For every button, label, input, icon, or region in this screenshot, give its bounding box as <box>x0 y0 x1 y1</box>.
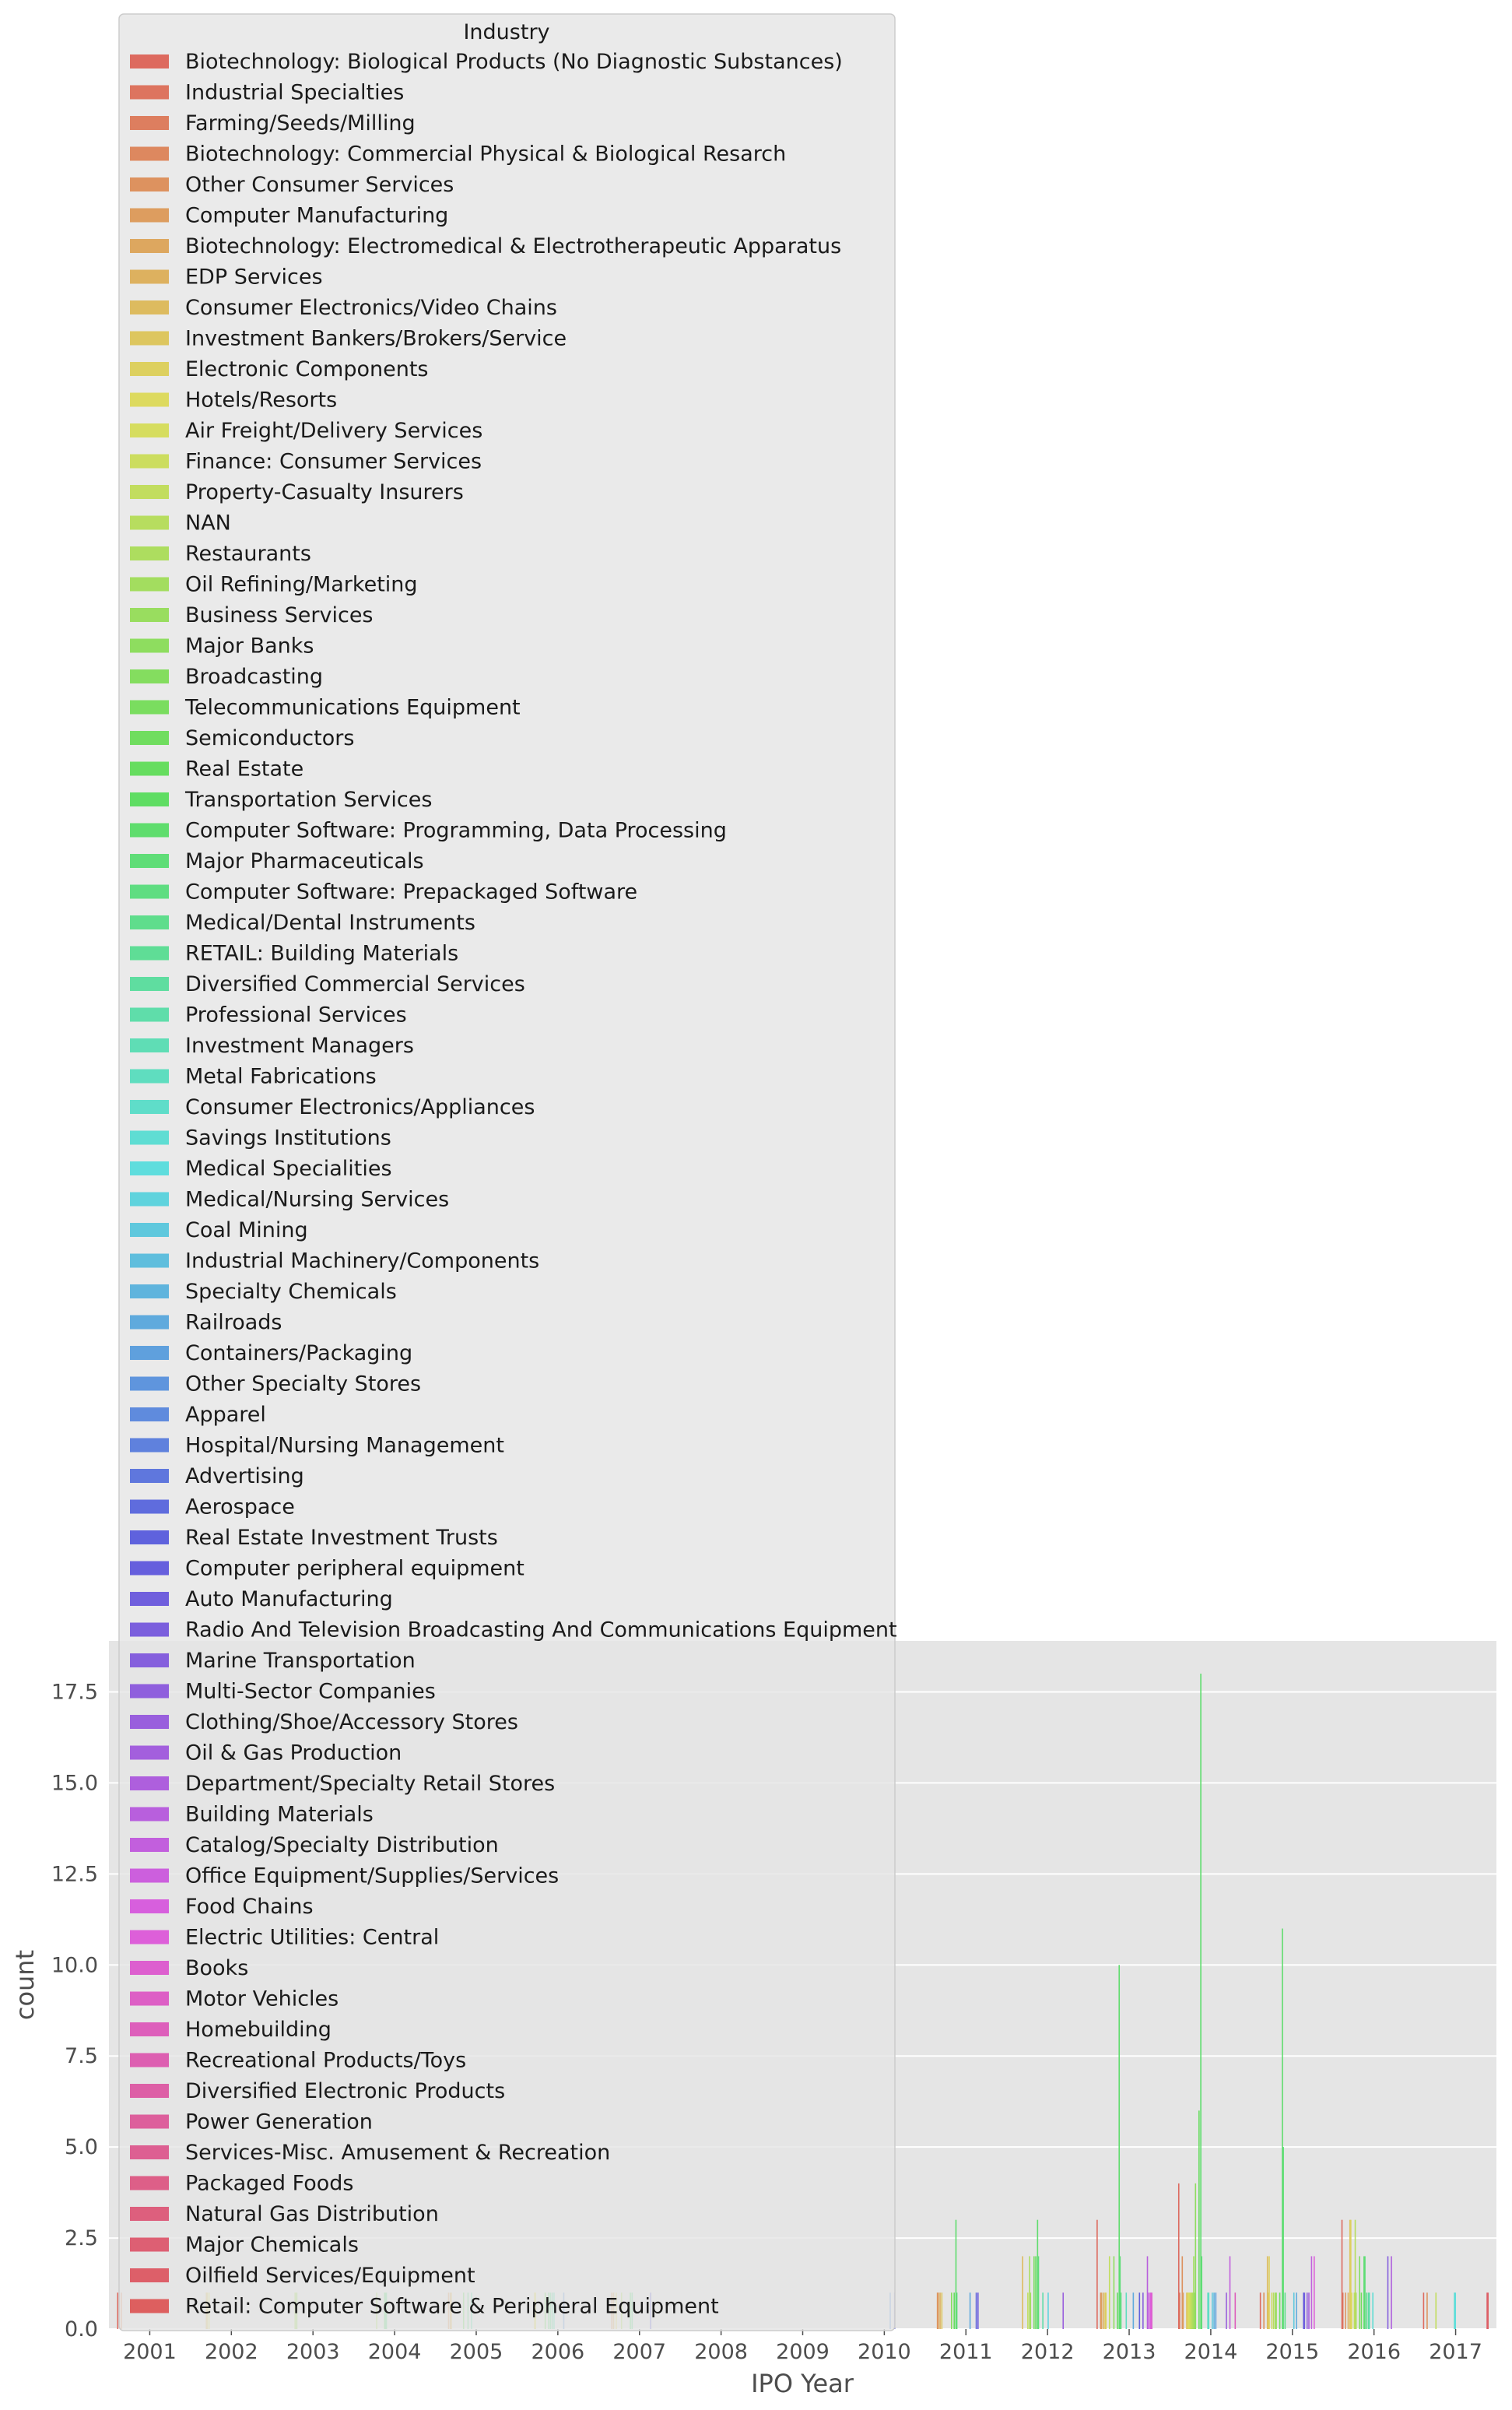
legend-label: Air Freight/Delivery Services <box>185 419 483 443</box>
legend-label: Other Consumer Services <box>185 173 454 197</box>
legend-label: Homebuilding <box>185 2018 332 2042</box>
legend-swatch <box>130 2299 169 2313</box>
bar <box>1260 2292 1261 2329</box>
legend-swatch <box>130 977 169 991</box>
legend-label: Industrial Specialties <box>185 80 405 105</box>
bar <box>976 2292 977 2329</box>
legend-swatch <box>130 1161 169 1175</box>
legend-label: Apparel <box>185 1403 266 1427</box>
legend-label: Department/Specialty Retail Stores <box>185 1772 556 1796</box>
legend-swatch <box>130 1100 169 1114</box>
legend-swatch <box>130 885 169 899</box>
bar <box>1047 2292 1049 2329</box>
legend-label: Hotels/Resorts <box>185 388 338 413</box>
bar <box>1423 2292 1425 2329</box>
legend-swatch <box>130 1439 169 1453</box>
legend-swatch <box>130 485 169 499</box>
y-tick-label: 12.5 <box>51 1862 98 1887</box>
x-tick-label: 2004 <box>367 2340 422 2364</box>
legend-swatch <box>130 1869 169 1883</box>
legend-swatch <box>130 1930 169 1945</box>
legend-label: Recreational Products/Toys <box>185 2048 467 2073</box>
legend <box>119 14 897 2331</box>
legend-label: Biotechnology: Electromedical & Electrotherapeutic Apparatus <box>185 234 842 258</box>
legend-swatch <box>130 2238 169 2252</box>
bar <box>1114 2256 1115 2329</box>
legend-swatch <box>130 177 169 191</box>
bar <box>1195 2183 1197 2329</box>
y-tick-label: 15.0 <box>51 1771 98 1796</box>
legend-label: Property-Casualty Insurers <box>185 480 464 504</box>
bar <box>1230 2256 1231 2329</box>
legend-label: Advertising <box>185 1464 304 1488</box>
x-tick-label: 2016 <box>1347 2340 1401 2364</box>
legend-label: Coal Mining <box>185 1218 308 1242</box>
x-tick-label: 2017 <box>1429 2340 1482 2364</box>
bar <box>977 2292 979 2329</box>
y-tick-label: 2.5 <box>65 2226 98 2251</box>
legend-label: Clothing/Shoe/Accessory Stores <box>185 1710 518 1734</box>
legend-label: Food Chains <box>185 1895 314 1919</box>
legend-label: Oilfield Services/Equipment <box>185 2264 475 2288</box>
y-axis-label: count <box>10 1949 40 2021</box>
legend-swatch <box>130 393 169 407</box>
legend-swatch <box>130 1899 169 1913</box>
bar <box>1142 2292 1144 2329</box>
legend-swatch <box>130 455 169 469</box>
bar <box>1348 2292 1349 2329</box>
x-tick-label: 2001 <box>123 2340 177 2364</box>
bar <box>1426 2292 1428 2329</box>
bar <box>1235 2292 1237 2329</box>
legend-label: Railroads <box>185 1310 282 1335</box>
legend-swatch <box>130 516 169 530</box>
legend-label: Real Estate Investment Trusts <box>185 1526 498 1550</box>
legend-swatch <box>130 1193 169 1207</box>
y-tick-label: 5.0 <box>65 2135 98 2160</box>
x-tick-label: 2003 <box>286 2340 340 2364</box>
bar <box>1101 2292 1103 2329</box>
legend-swatch <box>130 2176 169 2190</box>
bar <box>1356 2292 1357 2329</box>
bar <box>1366 2292 1367 2329</box>
legend-label: Electric Utilities: Central <box>185 1925 440 1950</box>
legend-label: Medical/Nursing Services <box>185 1187 450 1212</box>
bar <box>956 2292 958 2329</box>
bar <box>1209 2292 1210 2329</box>
legend-label: Computer peripheral equipment <box>185 1556 524 1581</box>
legend-swatch <box>130 270 169 284</box>
legend-swatch <box>130 1469 169 1483</box>
bar <box>1391 2256 1392 2329</box>
legend-label: NAN <box>185 511 231 536</box>
bar <box>1275 2292 1277 2329</box>
bar <box>1279 2292 1281 2329</box>
legend-swatch <box>130 1623 169 1637</box>
legend-label: Broadcasting <box>185 665 324 689</box>
bar <box>951 2292 952 2329</box>
bar <box>1027 2292 1029 2329</box>
legend-label: Computer Manufacturing <box>185 203 449 228</box>
legend-swatch <box>130 2022 169 2036</box>
legend-swatch <box>130 239 169 253</box>
legend-swatch <box>130 731 169 745</box>
legend-label: Consumer Electronics/Appliances <box>185 1095 535 1119</box>
x-tick-label: 2013 <box>1102 2340 1156 2364</box>
x-axis-label: IPO Year <box>751 2369 854 2398</box>
bar <box>1117 2292 1118 2329</box>
bar <box>1359 2256 1360 2329</box>
legend-swatch <box>130 1530 169 1544</box>
legend-label: EDP Services <box>185 265 323 290</box>
bar <box>1304 2292 1306 2329</box>
bar <box>1139 2292 1141 2329</box>
y-tick-label: 7.5 <box>65 2044 98 2069</box>
legend-swatch <box>130 1808 169 1822</box>
legend-swatch <box>130 2053 169 2067</box>
y-tick-label: 0.0 <box>65 2317 98 2341</box>
legend-swatch <box>130 1254 169 1268</box>
legend-swatch <box>130 1377 169 1391</box>
legend-label: Building Materials <box>185 1802 374 1827</box>
bar <box>1038 2256 1040 2329</box>
legend-label: Natural Gas Distribution <box>185 2202 439 2226</box>
legend-swatch <box>130 86 169 100</box>
x-tick-label: 2006 <box>531 2340 585 2364</box>
x-tick-label: 2012 <box>1020 2340 1075 2364</box>
legend-swatch <box>130 1346 169 1360</box>
legend-label: Specialty Chemicals <box>185 1280 397 1304</box>
bar <box>1033 2256 1035 2329</box>
legend-label: Major Banks <box>185 634 314 659</box>
bar <box>1307 2292 1308 2329</box>
x-tick-label: 2005 <box>449 2340 503 2364</box>
bar <box>1285 2292 1286 2329</box>
legend-swatch <box>130 1653 169 1667</box>
legend-label: Auto Manufacturing <box>185 1587 393 1611</box>
legend-label: Consumer Electronics/Video Chains <box>185 296 557 320</box>
bar <box>1454 2292 1456 2329</box>
legend-swatch <box>130 1316 169 1330</box>
legend-swatch <box>130 1223 169 1237</box>
legend-swatch <box>130 423 169 437</box>
bar <box>1268 2256 1270 2329</box>
legend-label: Major Chemicals <box>185 2233 359 2257</box>
legend-swatch <box>130 1038 169 1052</box>
legend-label: Finance: Consumer Services <box>185 449 482 474</box>
legend-swatch <box>130 2145 169 2159</box>
legend-swatch <box>130 362 169 376</box>
legend-swatch <box>130 1500 169 1514</box>
legend-label: Savings Institutions <box>185 1126 391 1151</box>
legend-label: Catalog/Specialty Distribution <box>185 1833 499 1857</box>
bar <box>1486 2292 1488 2329</box>
bar <box>953 2292 955 2329</box>
bar <box>1369 2292 1370 2329</box>
legend-swatch <box>130 1776 169 1790</box>
bar <box>938 2292 939 2329</box>
legend-swatch <box>130 1838 169 1852</box>
legend-label: Other Specialty Stores <box>185 1372 422 1396</box>
legend-swatch <box>130 915 169 929</box>
legend-label: Professional Services <box>185 1003 407 1028</box>
bar <box>1387 2256 1389 2329</box>
bar <box>1311 2256 1313 2329</box>
legend-label: Aerospace <box>185 1495 295 1519</box>
legend-label: Investment Bankers/Brokers/Service <box>185 326 567 351</box>
legend-swatch <box>130 947 169 961</box>
bar <box>1314 2256 1315 2329</box>
legend-swatch <box>130 578 169 592</box>
legend-label: Hospital/Nursing Management <box>185 1433 504 1458</box>
x-tick-label: 2002 <box>204 2340 258 2364</box>
legend-label: RETAIL: Building Materials <box>185 941 459 966</box>
bar <box>1361 2292 1363 2329</box>
x-tick-label: 2015 <box>1265 2340 1320 2364</box>
legend-swatch <box>130 1284 169 1298</box>
legend-label: Metal Fabrications <box>185 1064 377 1089</box>
bar <box>1179 2292 1180 2329</box>
legend-label: Biotechnology: Biological Products (No Diagnostic Substances) <box>185 50 843 74</box>
legend-label: Telecommunications Equipment <box>185 695 521 720</box>
bar <box>1096 2220 1098 2329</box>
bar <box>1201 2256 1202 2329</box>
legend-label: Multi-Sector Companies <box>185 1679 436 1704</box>
bar <box>1121 2292 1122 2329</box>
bar <box>1030 2292 1031 2329</box>
bar <box>1125 2292 1127 2329</box>
bar <box>1273 2292 1275 2329</box>
legend-swatch <box>130 116 169 130</box>
bar <box>1216 2292 1217 2329</box>
bar <box>1105 2292 1107 2329</box>
bar <box>1282 2147 1284 2329</box>
legend-swatch <box>130 1070 169 1084</box>
legend-label: Diversified Commercial Services <box>185 972 525 996</box>
legend-swatch <box>130 1961 169 1975</box>
y-tick-labels <box>51 1680 98 2341</box>
legend-swatch <box>130 639 169 653</box>
legend-label: Radio And Television Broadcasting And Communications Equipment <box>185 1618 897 1642</box>
x-tick-label: 2011 <box>938 2340 993 2364</box>
bar <box>1148 2292 1149 2329</box>
legend-swatch <box>130 792 169 806</box>
legend-swatch <box>130 2268 169 2282</box>
legend-swatch <box>130 1562 169 1576</box>
legend-label: Restaurants <box>185 542 311 566</box>
bar <box>1351 2292 1352 2329</box>
legend-label: Computer Software: Programming, Data Processing <box>185 818 727 843</box>
bar <box>1109 2256 1110 2329</box>
legend-label: Packaged Foods <box>185 2171 354 2196</box>
bar <box>1103 2292 1104 2329</box>
legend-swatch <box>130 1685 169 1699</box>
x-tick-labels <box>123 2329 1482 2364</box>
legend-label: Biotechnology: Commercial Physical & Biological Resarch <box>185 142 787 167</box>
bar <box>942 2292 943 2329</box>
bar <box>1293 2292 1295 2329</box>
bar <box>1226 2292 1227 2329</box>
bar <box>1183 2292 1184 2329</box>
x-tick-label: 2010 <box>858 2340 911 2364</box>
legend-title: Industry <box>463 20 550 44</box>
legend-swatch <box>130 1407 169 1421</box>
legend-swatch <box>130 1131 169 1145</box>
legend-swatch <box>130 608 169 622</box>
legend-label: Investment Managers <box>185 1034 414 1058</box>
x-tick-label: 2014 <box>1184 2340 1238 2364</box>
legend-label: Medical/Dental Instruments <box>185 911 475 935</box>
bar <box>1042 2292 1044 2329</box>
legend-swatch <box>130 2115 169 2129</box>
bar <box>1372 2292 1373 2329</box>
bar <box>1213 2292 1215 2329</box>
legend-swatch <box>130 669 169 683</box>
x-tick-label: 2007 <box>612 2340 667 2364</box>
legend-swatch <box>130 1592 169 1606</box>
x-tick-label: 2009 <box>776 2340 830 2364</box>
legend-label: Semiconductors <box>185 726 355 750</box>
legend-swatch <box>130 300 169 314</box>
bar <box>1345 2292 1346 2329</box>
legend-label: Major Pharmaceuticals <box>185 849 424 873</box>
y-tick-label: 17.5 <box>51 1680 98 1705</box>
y-tick-label: 10.0 <box>51 1953 98 1978</box>
legend-label: Farming/Seeds/Milling <box>185 111 416 135</box>
legend-swatch <box>130 332 169 346</box>
bar <box>1342 2292 1344 2329</box>
bar <box>117 2292 118 2329</box>
legend-label: Business Services <box>185 603 374 627</box>
legend-label: Transportation Services <box>185 788 433 812</box>
legend-label: Power Generation <box>185 2110 373 2134</box>
legend-label: Electronic Components <box>185 357 429 381</box>
legend-label: Books <box>185 1956 249 1980</box>
bar <box>939 2292 941 2329</box>
bar <box>1200 1674 1202 2329</box>
legend-label: Diversified Electronic Products <box>185 2079 506 2103</box>
legend-swatch <box>130 1992 169 2006</box>
bar <box>1151 2292 1152 2329</box>
legend-label: Retail: Computer Software & Peripheral Equipment <box>185 2294 719 2319</box>
legend-label: Oil Refining/Marketing <box>185 572 418 597</box>
legend-label: Services-Misc. Amusement & Recreation <box>185 2141 611 2165</box>
bar <box>1133 2292 1135 2329</box>
bar <box>1062 2292 1064 2329</box>
legend-swatch <box>130 54 169 69</box>
legend-swatch <box>130 824 169 838</box>
bar <box>1022 2256 1023 2329</box>
legend-swatch <box>130 2207 169 2221</box>
bar <box>1364 2256 1366 2329</box>
legend-swatch <box>130 701 169 715</box>
legend-label: Oil & Gas Production <box>185 1741 402 1765</box>
bar <box>1435 2292 1437 2329</box>
legend-swatch <box>130 209 169 223</box>
legend-label: Real Estate <box>185 757 304 782</box>
legend-label: Containers/Packaging <box>185 1341 413 1365</box>
bar <box>1272 2292 1273 2329</box>
bar <box>1198 2110 1200 2329</box>
bar <box>1212 2292 1213 2329</box>
bar <box>970 2292 971 2329</box>
legend-label: Industrial Machinery/Components <box>185 1249 540 1274</box>
legend-swatch <box>130 147 169 161</box>
bar <box>1263 2292 1265 2329</box>
bar <box>1296 2292 1297 2329</box>
legend-swatch <box>130 546 169 560</box>
legend-swatch <box>130 1008 169 1022</box>
bar <box>1308 2292 1310 2329</box>
legend-label: Office Equipment/Supplies/Services <box>185 1864 560 1888</box>
legend-swatch <box>130 762 169 776</box>
bar <box>1035 2256 1037 2329</box>
x-tick-label: 2008 <box>694 2340 748 2364</box>
legend-label: Medical Specialities <box>185 1157 392 1181</box>
legend-label: Motor Vehicles <box>185 1987 339 2011</box>
legend-label: Marine Transportation <box>185 1649 416 1673</box>
legend-swatch <box>130 1715 169 1729</box>
legend-swatch <box>130 1746 169 1760</box>
legend-swatch <box>130 854 169 868</box>
legend-label: Computer Software: Prepackaged Software <box>185 880 638 905</box>
legend-swatch <box>130 2084 169 2098</box>
